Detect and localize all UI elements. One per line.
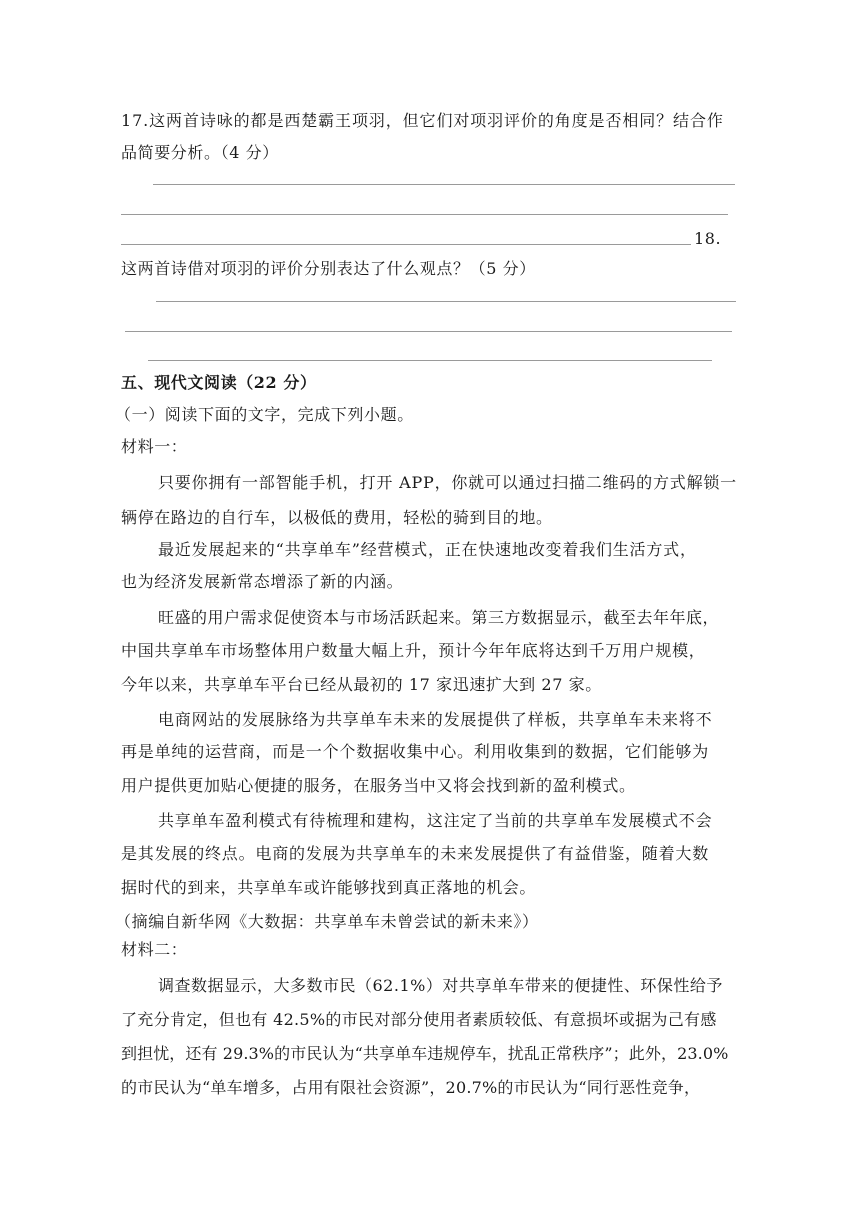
paragraph-line: 的市民认为“单车增多，占用有限社会资源”，20.7%的市民认为“同行恶性竞争，: [121, 1078, 701, 1097]
paragraph-line: 只要你拥有一部智能手机，打开 APP，你就可以通过扫描二维码的方式解锁一: [158, 473, 737, 492]
paragraph-line: 是其发展的终点。电商的发展为共享单车的未来发展提供了有益借鉴，随着大数: [121, 844, 710, 863]
answer-line[interactable]: [125, 331, 732, 332]
paragraph-line: 今年以来，共享单车平台已经从最初的 17 家迅速扩大到 27 家。: [121, 675, 602, 694]
section-heading: 五、现代文阅读（22 分）: [121, 373, 317, 392]
paragraph-line: 最近发展起来的“共享单车”经营模式，正在快速地改变着我们生活方式，: [158, 540, 697, 559]
question-17-line-2: 品简要分析。（4 分）: [121, 143, 279, 162]
paragraph-line: 电商网站的发展脉络为共享单车未来的发展提供了样板，共享单车未来将不: [158, 710, 713, 729]
paragraph-line: 了充分肯定，但也有 42.5%的市民对部分使用者素质较低、有意损坏或据为己有感: [121, 1010, 717, 1029]
material-1-source: （摘编自新华网《大数据：共享单车未曾尝试的新未来》）: [115, 912, 539, 931]
question-18-text: 这两首诗借对项羽的评价分别表达了什么观点？（5 分）: [121, 259, 536, 278]
paragraph-line: 共享单车盈利模式有待梳理和建构，这注定了当前的共享单车发展模式不会: [158, 811, 713, 830]
paragraph-line: 辆停在路边的自行车，以极低的费用，轻松的骑到目的地。: [121, 508, 553, 527]
paragraph-line: 旺盛的用户需求促使资本与市场活跃起来。第三方数据显示，截至去年年底，: [158, 608, 720, 627]
paragraph-line: 到担忧，还有 29.3%的市民认为“共享单车违规停车，扰乱正常秩序”；此外，23.0%: [121, 1044, 729, 1063]
answer-line[interactable]: [121, 244, 691, 245]
paragraph-line: 也为经济发展新常态增添了新的内涵。: [121, 572, 404, 591]
question-17-line-1: 17.这两首诗咏的都是西楚霸王项羽，但它们对项羽评价的角度是否相同？结合作: [121, 111, 724, 130]
answer-line[interactable]: [121, 214, 728, 215]
paragraph-line: 据时代的到来，共享单车或许能够找到真正落地的机会。: [121, 878, 537, 897]
answer-line[interactable]: [153, 184, 735, 185]
answer-line[interactable]: [148, 360, 712, 361]
material-2-label: 材料二：: [121, 940, 188, 959]
paragraph-line: 中国共享单车市场整体用户数量大幅上升，预计今年年底将达到千万用户规模，: [121, 641, 706, 660]
paragraph-line: 用户提供更加贴心便捷的服务，在服务当中又将会找到新的盈利模式。: [121, 776, 636, 795]
paragraph-line: 再是单纯的运营商，而是一个个数据收集中心。利用收集到的数据，它们能够为: [121, 742, 710, 761]
material-1-label: 材料一：: [121, 437, 188, 456]
question-18-number: 18.: [694, 229, 722, 248]
part-heading: （一）阅读下面的文字，完成下列小题。: [115, 405, 414, 424]
paragraph-line: 调查数据显示，大多数市民（62.1%）对共享单车带来的便捷性、环保性给予: [158, 976, 723, 995]
answer-line[interactable]: [156, 301, 736, 302]
